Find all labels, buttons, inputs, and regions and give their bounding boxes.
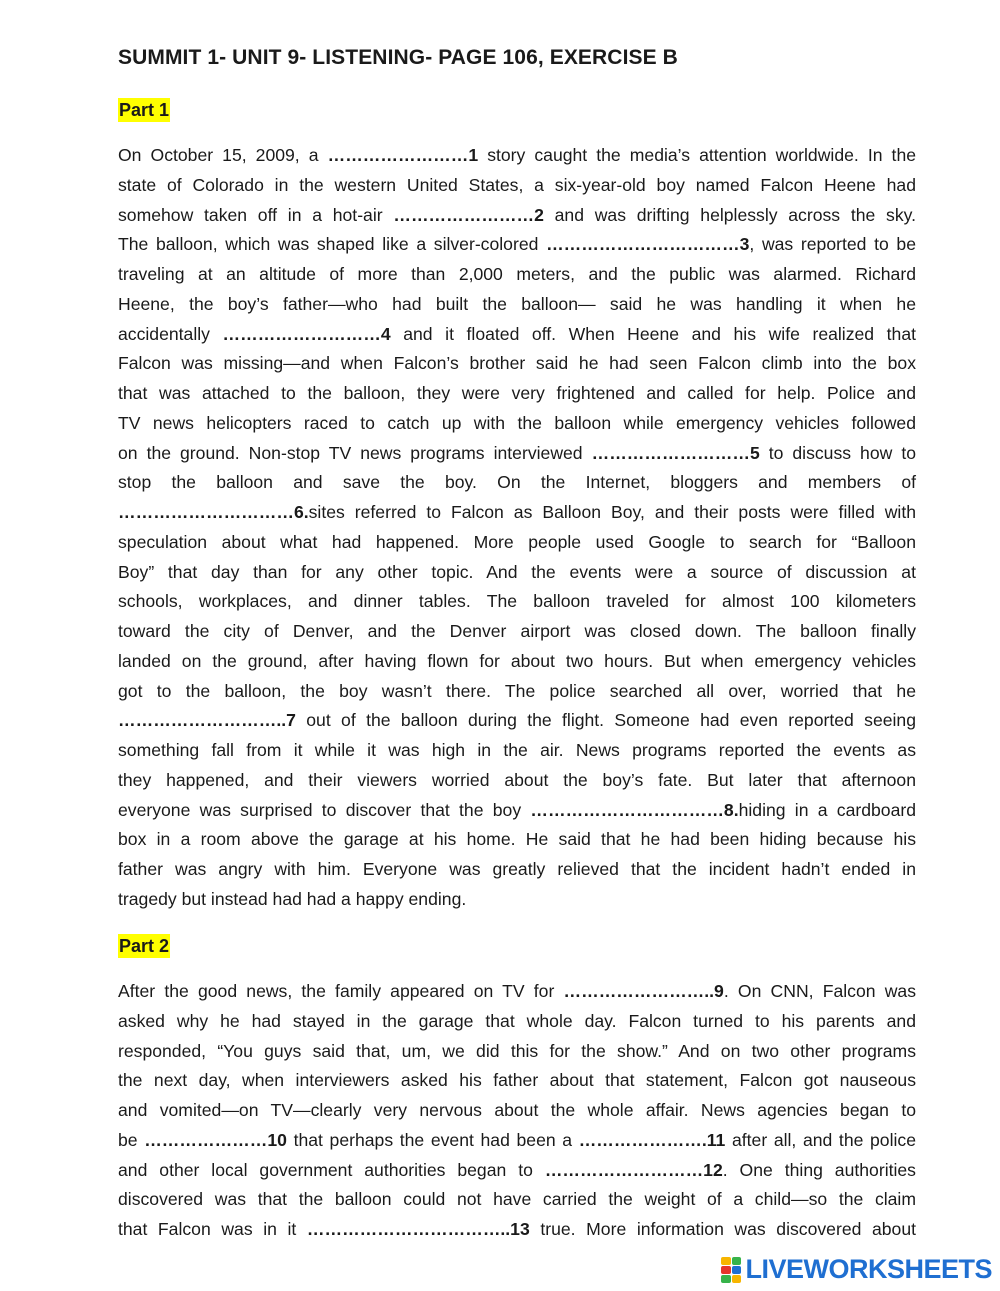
text-line [118, 736, 916, 766]
text-line [118, 766, 916, 796]
text-segment: responded, “You guys said that, um, we did this for the show.” And on two other programs [118, 1040, 916, 1061]
part-1-paragraph [118, 141, 916, 915]
text-line [118, 1126, 916, 1156]
text-line [118, 260, 916, 290]
text-segment: sites referred to Falcon as Balloon Boy, and their posts were filled with [308, 502, 916, 522]
text-segment: state of Colorado in the western United States, a six-year-old boy named Falcon Heene had [118, 174, 916, 195]
part-1-heading: Part 1 [119, 100, 170, 120]
text-segment: they happened, and their viewers worried about the boy’s fate. But later that afternoon [118, 769, 916, 790]
text-segment: that Falcon was in it [118, 1219, 307, 1239]
text-segment: After the good news, the family appeared on TV for [118, 981, 564, 1001]
text-segment: box in a room above the garage at his home. He said that he had been hiding because his [118, 829, 916, 850]
text-segment: somehow taken off in a hot-air [118, 204, 394, 225]
text-segment: stop the balloon and save the boy. On the Internet, bloggers and members of [118, 472, 916, 493]
text-segment: hiding in a cardboard [738, 799, 916, 820]
text-line [118, 349, 916, 379]
text-line [118, 855, 916, 885]
text-line [118, 528, 916, 558]
text-line [118, 617, 916, 647]
text-segment: speculation about what had happened. More people used Google to search for “Balloon [118, 531, 916, 552]
text-segment: asked why he had stayed in the garage that whole day. Falcon turned to his parents and [118, 1010, 916, 1031]
part-2-heading: Part 2 [119, 936, 170, 956]
text-segment: the next day, when interviewers asked his father about that statement, Falcon got nauseous [118, 1070, 916, 1091]
text-line [118, 587, 916, 617]
answer-blank[interactable]: ………………………..7 [118, 710, 296, 731]
text-line [118, 201, 916, 231]
text-segment: out of the balloon during the flight. Someone had even reported seeing [295, 710, 916, 731]
text-segment: and other local government authorities began to [118, 1159, 545, 1180]
answer-blank[interactable]: ………………………5 [591, 442, 760, 463]
liveworksheets-footer [721, 1254, 992, 1285]
text-segment: be [118, 1129, 145, 1150]
text-segment: something fall from it while it was high in the air. News programs reported the events as [118, 740, 916, 760]
text-segment: and vomited—on TV—clearly very nervous about the whole affair. News agencies began to [118, 1100, 916, 1120]
text-segment: landed on the ground, after having flown for about two hours. But when emergency vehicles [118, 650, 916, 671]
text-segment: traveling at an altitude of more than 2,000 meters, and the public was alarmed. Richard [118, 264, 916, 284]
answer-blank[interactable]: ……………………1 [327, 145, 479, 165]
text-line [118, 558, 916, 588]
answer-blank[interactable]: ……………………..9 [563, 981, 724, 1001]
part-2-paragraph [118, 977, 916, 1245]
answer-blank[interactable]: ………………….11 [578, 1129, 726, 1150]
text-segment: TV news helicopters raced to catch up with the balloon while emergency vehicles followed [118, 412, 916, 433]
text-line [118, 1007, 916, 1037]
text-line [118, 230, 916, 260]
text-segment: that was attached to the balloon, they were very frightened and called for help. Police and [118, 383, 916, 403]
text-segment: . One thing authorities [722, 1159, 916, 1180]
answer-blank[interactable]: ……………………………8. [530, 799, 739, 820]
text-segment: after all, and the police [725, 1129, 916, 1150]
text-segment: . On CNN, Falcon was [723, 981, 916, 1001]
text-segment: story caught the media’s attention worldwide. In the [478, 145, 917, 165]
page-title: SUMMIT 1- UNIT 9- LISTENING- PAGE 106, EXERCISE B [118, 46, 678, 69]
text-segment: tragedy but instead had had a happy ending. [118, 888, 467, 909]
text-line [118, 977, 916, 1007]
text-line [118, 439, 916, 469]
text-line [118, 677, 916, 707]
text-segment: on the ground. Non-stop TV news programs interviewed [118, 442, 592, 463]
text-segment: that perhaps the event had been a [286, 1129, 579, 1150]
text-segment: The balloon, which was shaped like a silver-colored [118, 234, 547, 255]
text-segment: schools, workplaces, and dinner tables. The balloon traveled for almost 100 kilometers [118, 591, 916, 612]
text-line [118, 1156, 916, 1186]
text-line [118, 647, 916, 677]
liveworksheets-brand: LIVEWORKSHEETS [745, 1254, 992, 1284]
text-line [118, 498, 916, 528]
answer-blank[interactable]: ………………………4 [222, 323, 391, 344]
text-line [118, 468, 916, 498]
text-line [118, 706, 916, 736]
text-segment: Falcon was missing—and when Falcon’s brother said he had seen Falcon climb into the box [118, 353, 916, 374]
text-segment: Heene, the boy’s father—who had built the balloon— said he was handling it when he [118, 293, 916, 314]
text-line [118, 1185, 916, 1215]
text-line [118, 171, 916, 201]
text-line [118, 1096, 916, 1126]
text-segment: everyone was surprised to discover that the boy [118, 799, 531, 820]
text-segment: father was angry with him. Everyone was greatly relieved that the incident hadn’t ended in [118, 859, 916, 879]
text-segment: discovered was that the balloon could not have carried the weight of a child—so the claim [118, 1189, 916, 1210]
text-line [118, 320, 916, 350]
text-segment: Boy” that day than for any other topic. And the events were a source of discussion at [118, 561, 916, 582]
text-segment: and it floated off. When Heene and his wife realized that [390, 323, 916, 344]
text-segment: On October 15, 2009, a [118, 145, 328, 165]
text-line [118, 1066, 916, 1096]
answer-blank[interactable]: ……………………2 [393, 204, 544, 225]
text-segment: to discuss how to [759, 442, 917, 463]
text-line [118, 885, 916, 915]
text-line [118, 379, 916, 409]
text-segment: accidentally [118, 323, 223, 344]
text-line [118, 1215, 916, 1245]
text-line [118, 409, 916, 439]
answer-blank[interactable]: ………………………12 [544, 1159, 723, 1180]
text-segment: , was reported to be [749, 234, 916, 255]
text-segment: toward the city of Denver, and the Denver airport was closed down. The balloon finally [118, 621, 916, 641]
answer-blank[interactable]: …………………10 [144, 1129, 287, 1150]
answer-blank[interactable]: ……………………………3 [546, 234, 750, 255]
text-line [118, 796, 916, 826]
text-segment: and was drifting helplessly across the sky. [543, 204, 916, 225]
text-segment: true. More information was discovered about [529, 1219, 917, 1239]
text-line [118, 825, 916, 855]
answer-blank[interactable]: ……………………………..13 [306, 1219, 530, 1239]
text-line [118, 290, 916, 320]
text-segment: got to the balloon, the boy wasn’t there. The police searched all over, worried that he [118, 680, 916, 701]
text-line [118, 141, 916, 171]
liveworksheets-logo-icon [721, 1257, 741, 1283]
text-line [118, 1037, 916, 1067]
answer-blank[interactable]: …………………………6. [118, 502, 309, 522]
